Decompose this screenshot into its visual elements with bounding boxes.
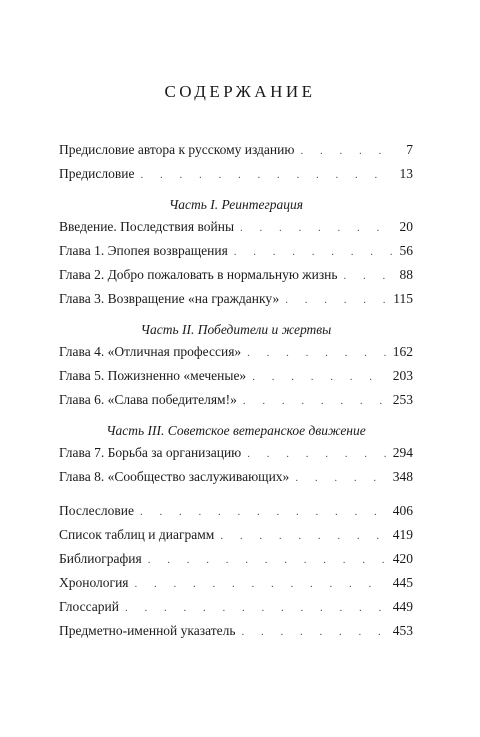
toc-entry-page: 420	[392, 551, 413, 566]
toc-entry-label: Список таблиц и диаграмм	[59, 527, 215, 542]
toc-entry-chapter-4[interactable]	[59, 344, 413, 364]
toc-entry-introduction[interactable]	[59, 219, 413, 239]
toc-entry-label: Глоссарий	[59, 599, 119, 614]
toc-entry-index[interactable]	[59, 623, 413, 643]
toc-entry-page: 20	[399, 219, 413, 234]
toc-entry-page: 253	[392, 392, 413, 407]
toc-entry-chapter-2[interactable]	[59, 267, 413, 287]
toc-entry-glossary[interactable]	[59, 599, 413, 619]
toc-entry-bibliography[interactable]	[59, 551, 413, 571]
toc-entry-chapter-5[interactable]	[59, 368, 413, 388]
toc-entry-label: Глава 1. Эпопея возвращения	[59, 243, 228, 258]
toc-entry-label: Глава 5. Пожизненно «меченые»	[59, 368, 247, 383]
toc-entry-page: 115	[393, 291, 413, 306]
dot-leader	[252, 371, 387, 383]
dot-leader	[140, 169, 393, 181]
toc-entry-page: 445	[392, 575, 413, 590]
toc-entry-label: Библиография	[59, 551, 142, 566]
dot-leader	[295, 472, 386, 484]
dot-leader	[247, 448, 386, 460]
toc-entry-label: Предисловие	[59, 166, 135, 181]
toc-entry-label: Глава 4. «Отличная профессия»	[59, 344, 242, 359]
dot-leader	[243, 395, 387, 407]
dot-leader	[285, 294, 387, 306]
toc-entry-chapter-6[interactable]	[59, 392, 413, 412]
toc-entry-page: 348	[392, 469, 413, 484]
toc-entry-page: 203	[392, 368, 413, 383]
toc-entry-chapter-3[interactable]	[59, 291, 413, 311]
toc-entry-author-preface[interactable]	[59, 142, 413, 162]
toc-entry-label: Глава 6. «Слава победителям!»	[59, 392, 237, 407]
toc-entry-afterword[interactable]	[59, 503, 413, 523]
toc-entry-page: 88	[399, 267, 413, 282]
dot-leader	[344, 270, 394, 282]
toc-entry-chapter-7[interactable]	[59, 445, 413, 465]
toc-entry-page: 419	[392, 527, 413, 542]
dot-leader	[220, 530, 386, 542]
toc-entry-page: 453	[392, 623, 413, 638]
toc-entry-page: 162	[392, 344, 413, 359]
toc-entry-label: Хронология	[59, 575, 129, 590]
toc-entry-label: Предметно-именной указатель	[59, 623, 236, 638]
part-heading-2: Часть II. Победители и жертвы	[140, 322, 332, 337]
toc-entry-page: 406	[392, 503, 413, 518]
toc-entry-label: Послесловие	[59, 503, 134, 518]
toc-entry-label: Глава 7. Борьба за организацию	[59, 445, 242, 460]
toc-entry-chronology[interactable]	[59, 575, 413, 595]
toc-entry-label: Глава 8. «Сообщество заслуживающих»	[59, 469, 290, 484]
part-heading-3: Часть III. Советское ветеранское движение	[106, 423, 366, 438]
toc-entry-page: 449	[392, 599, 413, 614]
dot-leader	[125, 602, 387, 614]
dot-leader	[234, 246, 394, 258]
toc-entry-chapter-8[interactable]	[59, 469, 413, 489]
toc-entry-label: Предисловие автора к русскому изданию	[59, 142, 295, 157]
toc-entry-label: Введение. Последствия войны	[59, 219, 235, 234]
toc-entry-page: 56	[399, 243, 413, 258]
toc-entry-tables-list[interactable]	[59, 527, 413, 547]
dot-leader	[240, 222, 393, 234]
part-heading-1: Часть I. Реинтеграция	[168, 197, 304, 212]
toc-entry-page: 7	[406, 142, 413, 157]
dot-leader	[242, 626, 387, 638]
dot-leader	[148, 554, 387, 566]
dot-leader	[140, 506, 387, 518]
dot-leader	[135, 578, 387, 590]
toc-entry-chapter-1[interactable]	[59, 243, 413, 263]
page-title: СОДЕРЖАНИЕ	[164, 82, 316, 101]
toc-entry-label: Глава 2. Добро пожаловать в нормальную жизнь	[59, 267, 338, 282]
toc-entry-preface[interactable]	[59, 166, 413, 186]
toc-entry-page: 294	[392, 445, 413, 460]
toc-entry-label: Глава 3. Возвращение «на гражданку»	[59, 291, 280, 306]
dot-leader	[300, 145, 395, 157]
toc-entry-page: 13	[399, 166, 413, 181]
dot-leader	[247, 347, 387, 359]
